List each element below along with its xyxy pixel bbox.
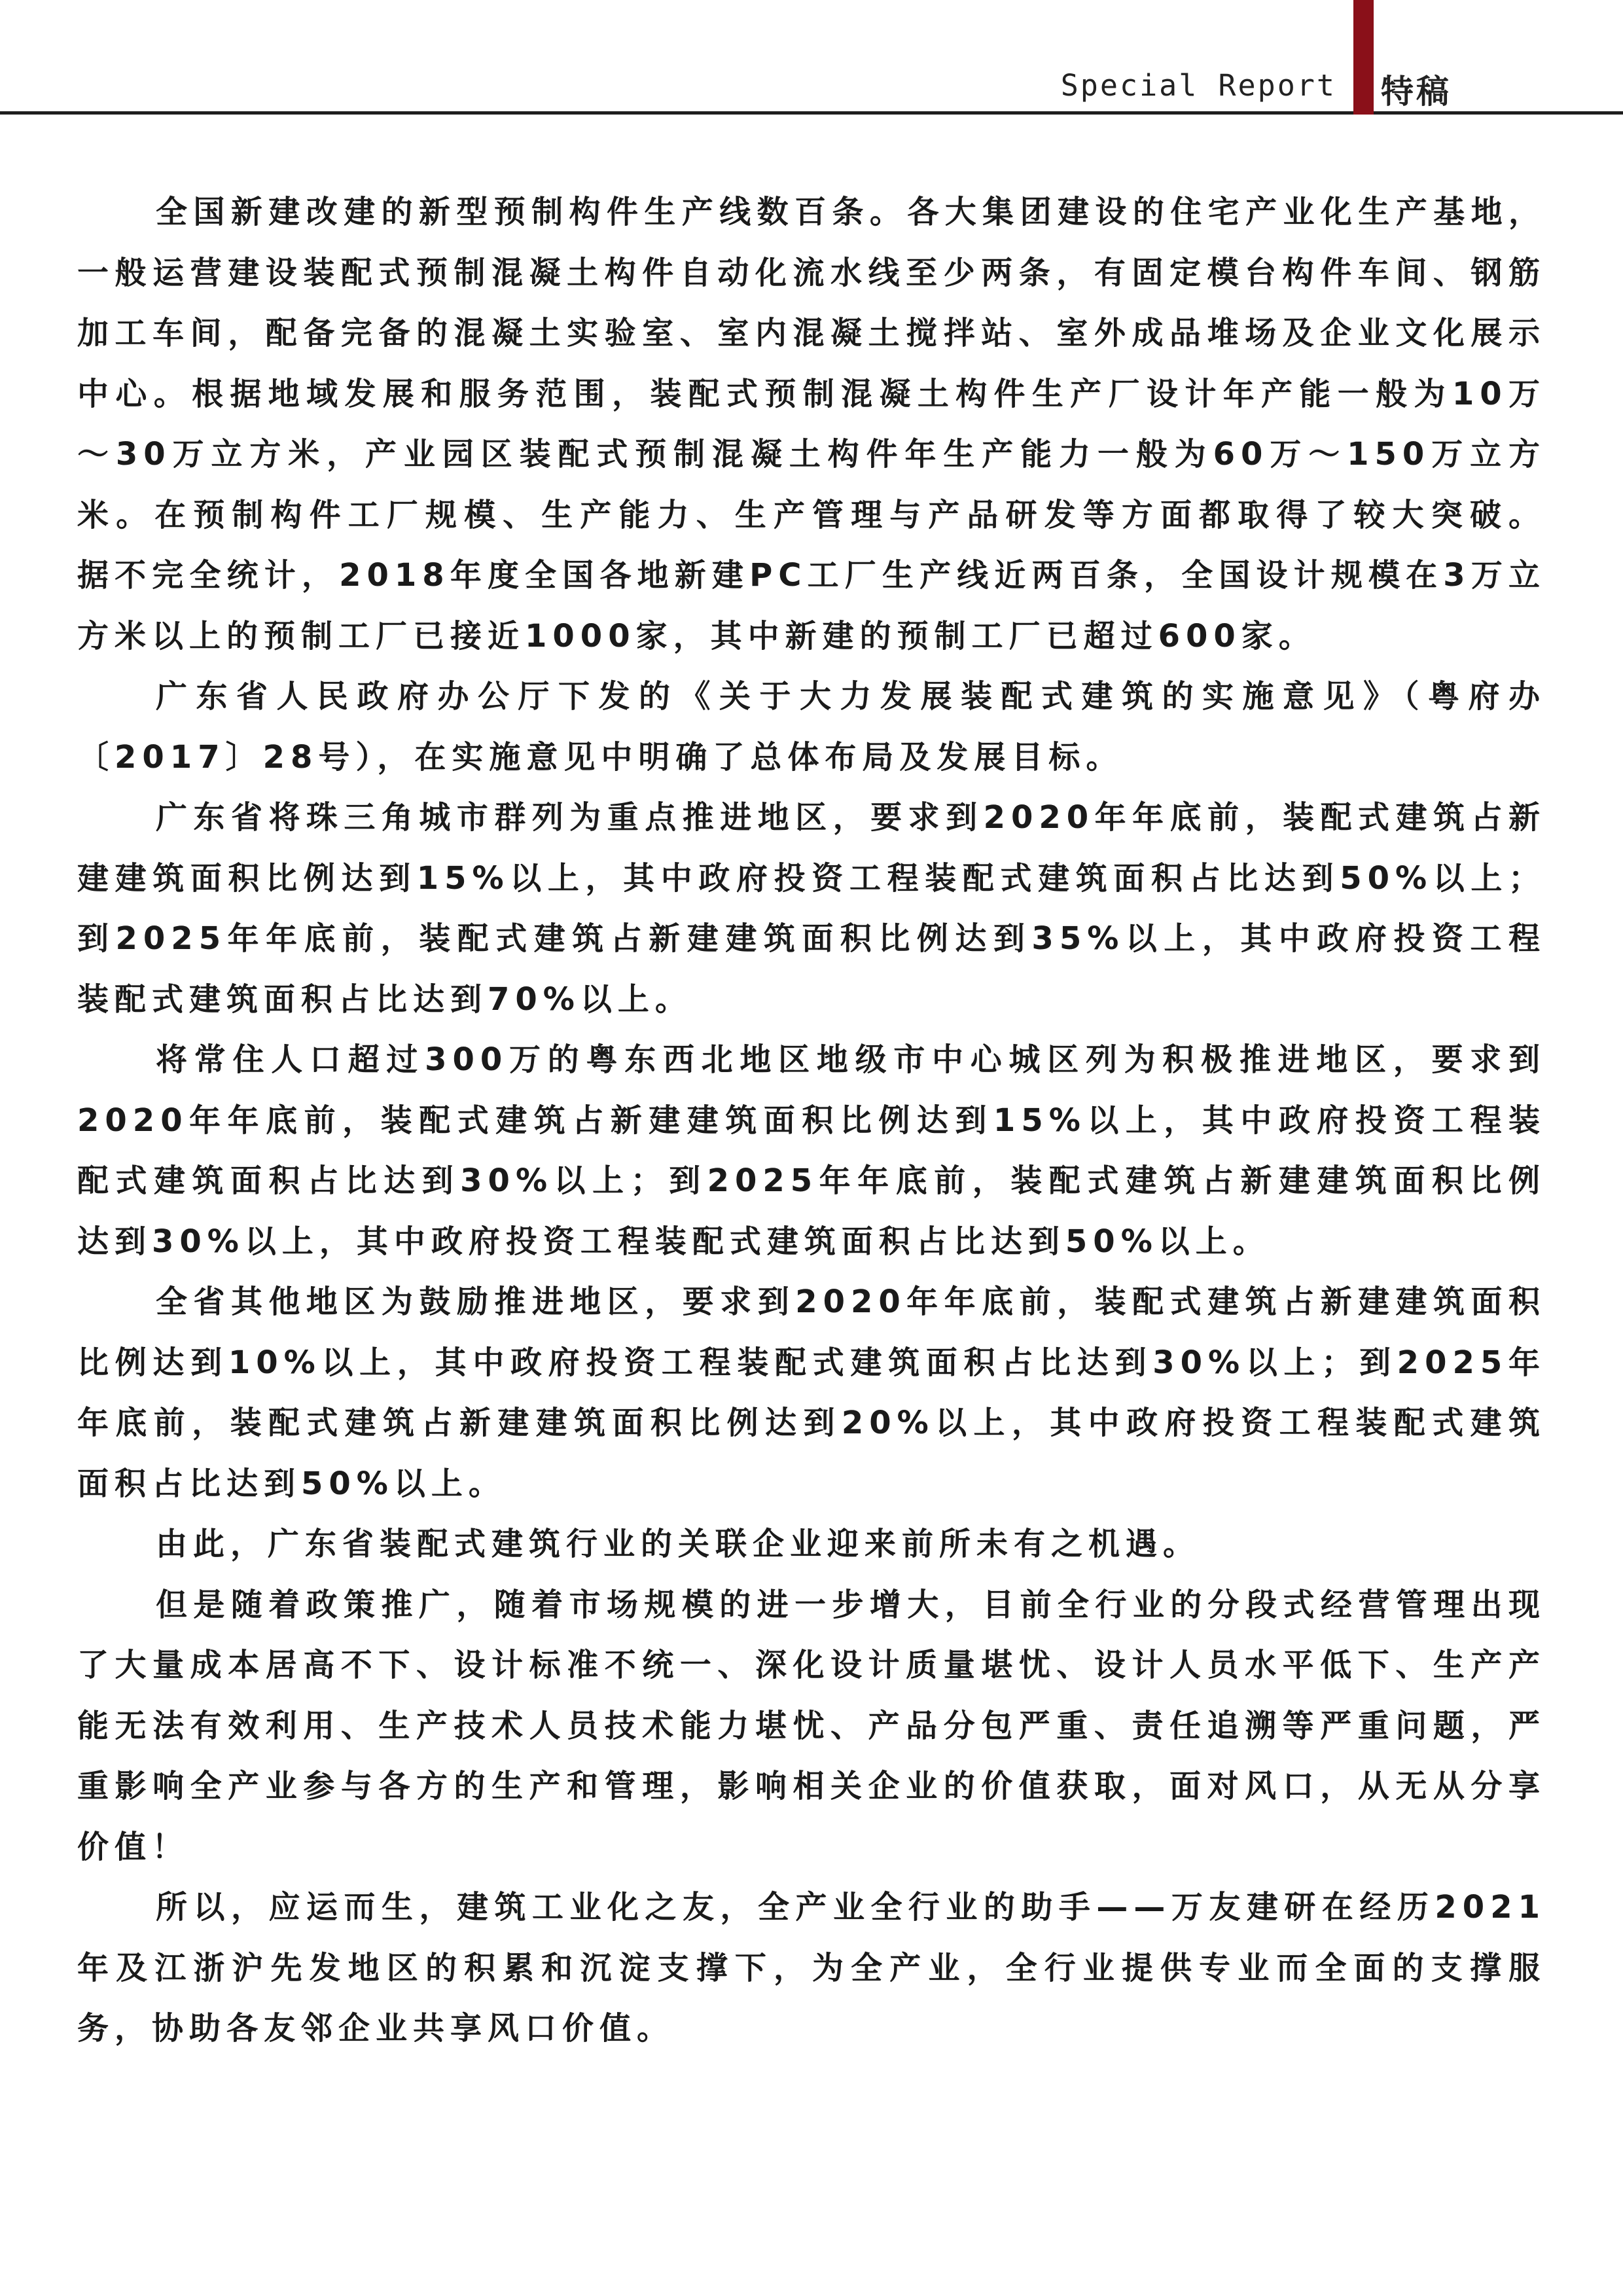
header-rule xyxy=(0,111,1623,115)
paragraph-8: 所以，应运而生，建筑工业化之友，全产业全行业的助手——万友建研在经历2021年及江浙沪先发地区的积累和沉淀支撑下，为全产业，全行业提供专业而全面的支撑服务，协助各友邻企业共享风口价值。 xyxy=(77,1889,1546,2047)
header-accent-bar xyxy=(1353,0,1374,115)
paragraph-3: 广东省将珠三角城市群列为重点推进地区，要求到2020年年底前，装配式建筑占新建建筑面积比例达到15%以上，其中政府投资工程装配式建筑面积占比达到50%以上；到2025年年底前，装配式建筑占新建建筑面积比例达到35%以上，其中政府投资工程装配式建筑面积占比达到70%以上。 xyxy=(77,799,1546,1018)
section-label-en: Special Report xyxy=(1060,68,1336,103)
section-label-cn: 特稿 xyxy=(1381,73,1452,111)
paragraph-5: 全省其他地区为鼓励推进地区，要求到2020年年底前，装配式建筑占新建建筑面积比例达到10%以上，其中政府投资工程装配式建筑面积占比达到30%以上；到2025年年底前，装配式建筑占新建建筑面积比例达到20%以上，其中政府投资工程装配式建筑面积占比达到50%以上。 xyxy=(77,1283,1546,1502)
article-body xyxy=(77,182,1546,2059)
paragraph-2: 广东省人民政府办公厅下发的《关于大力发展装配式建筑的实施意见》（粤府办〔2017〕28号），在实施意见中明确了总体布局及发展目标。 xyxy=(77,678,1546,776)
paragraph-1: 全国新建改建的新型预制构件生产线数百条。各大集团建设的住宅产业化生产基地，一般运营建设装配式预制混凝土构件自动化流水线至少两条，有固定模台构件车间、钢筋加工车间，配备完备的混凝土实验室、室内混凝土搅拌站、室外成品堆场及企业文化展示中心。根据地域发展和服务范围，装配式预制混凝土构件生产厂设计年产能一般为10万～30万立方米，产业园区装配式预制混凝土构件年生产能力一般为60万～150万立方米。在预制构件工厂规模、生产能力、生产管理与产品研发等方面都取得了较大突破。 据不完全统计，2018年度全国各地新建PC工厂生产线近两百条，全国设计规模在3万立方米以上的预制工厂已接近1000家，其中新建的预制工厂已超过600家。 xyxy=(77,194,1546,655)
paragraph-4: 将常住人口超过300万的粤东西北地区地级市中心城区列为积极推进地区，要求到2020年年底前，装配式建筑占新建建筑面积比例达到15%以上，其中政府投资工程装配式建筑面积占比达到30%以上；到2025年年底前，装配式建筑占新建建筑面积比例达到30%以上，其中政府投资工程装配式建筑面积占比达到50%以上。 xyxy=(77,1041,1546,1260)
paragraph-6: 由此，广东省装配式建筑行业的关联企业迎来前所未有之机遇。 xyxy=(156,1526,1201,1562)
paragraph-7: 但是随着政策推广，随着市场规模的进一步增大，目前全行业的分段式经营管理出现了大量成本居高不下、设计标准不统一、深化设计质量堪忧、设计人员水平低下、生产产能无法有效利用、生产技术人员技术能力堪忧、产品分包严重、责任追溯等严重问题，严重影响全产业参与各方的生产和管理，影响相关企业的价值获取，面对风口，从无从分享价值！ xyxy=(77,1586,1546,1865)
